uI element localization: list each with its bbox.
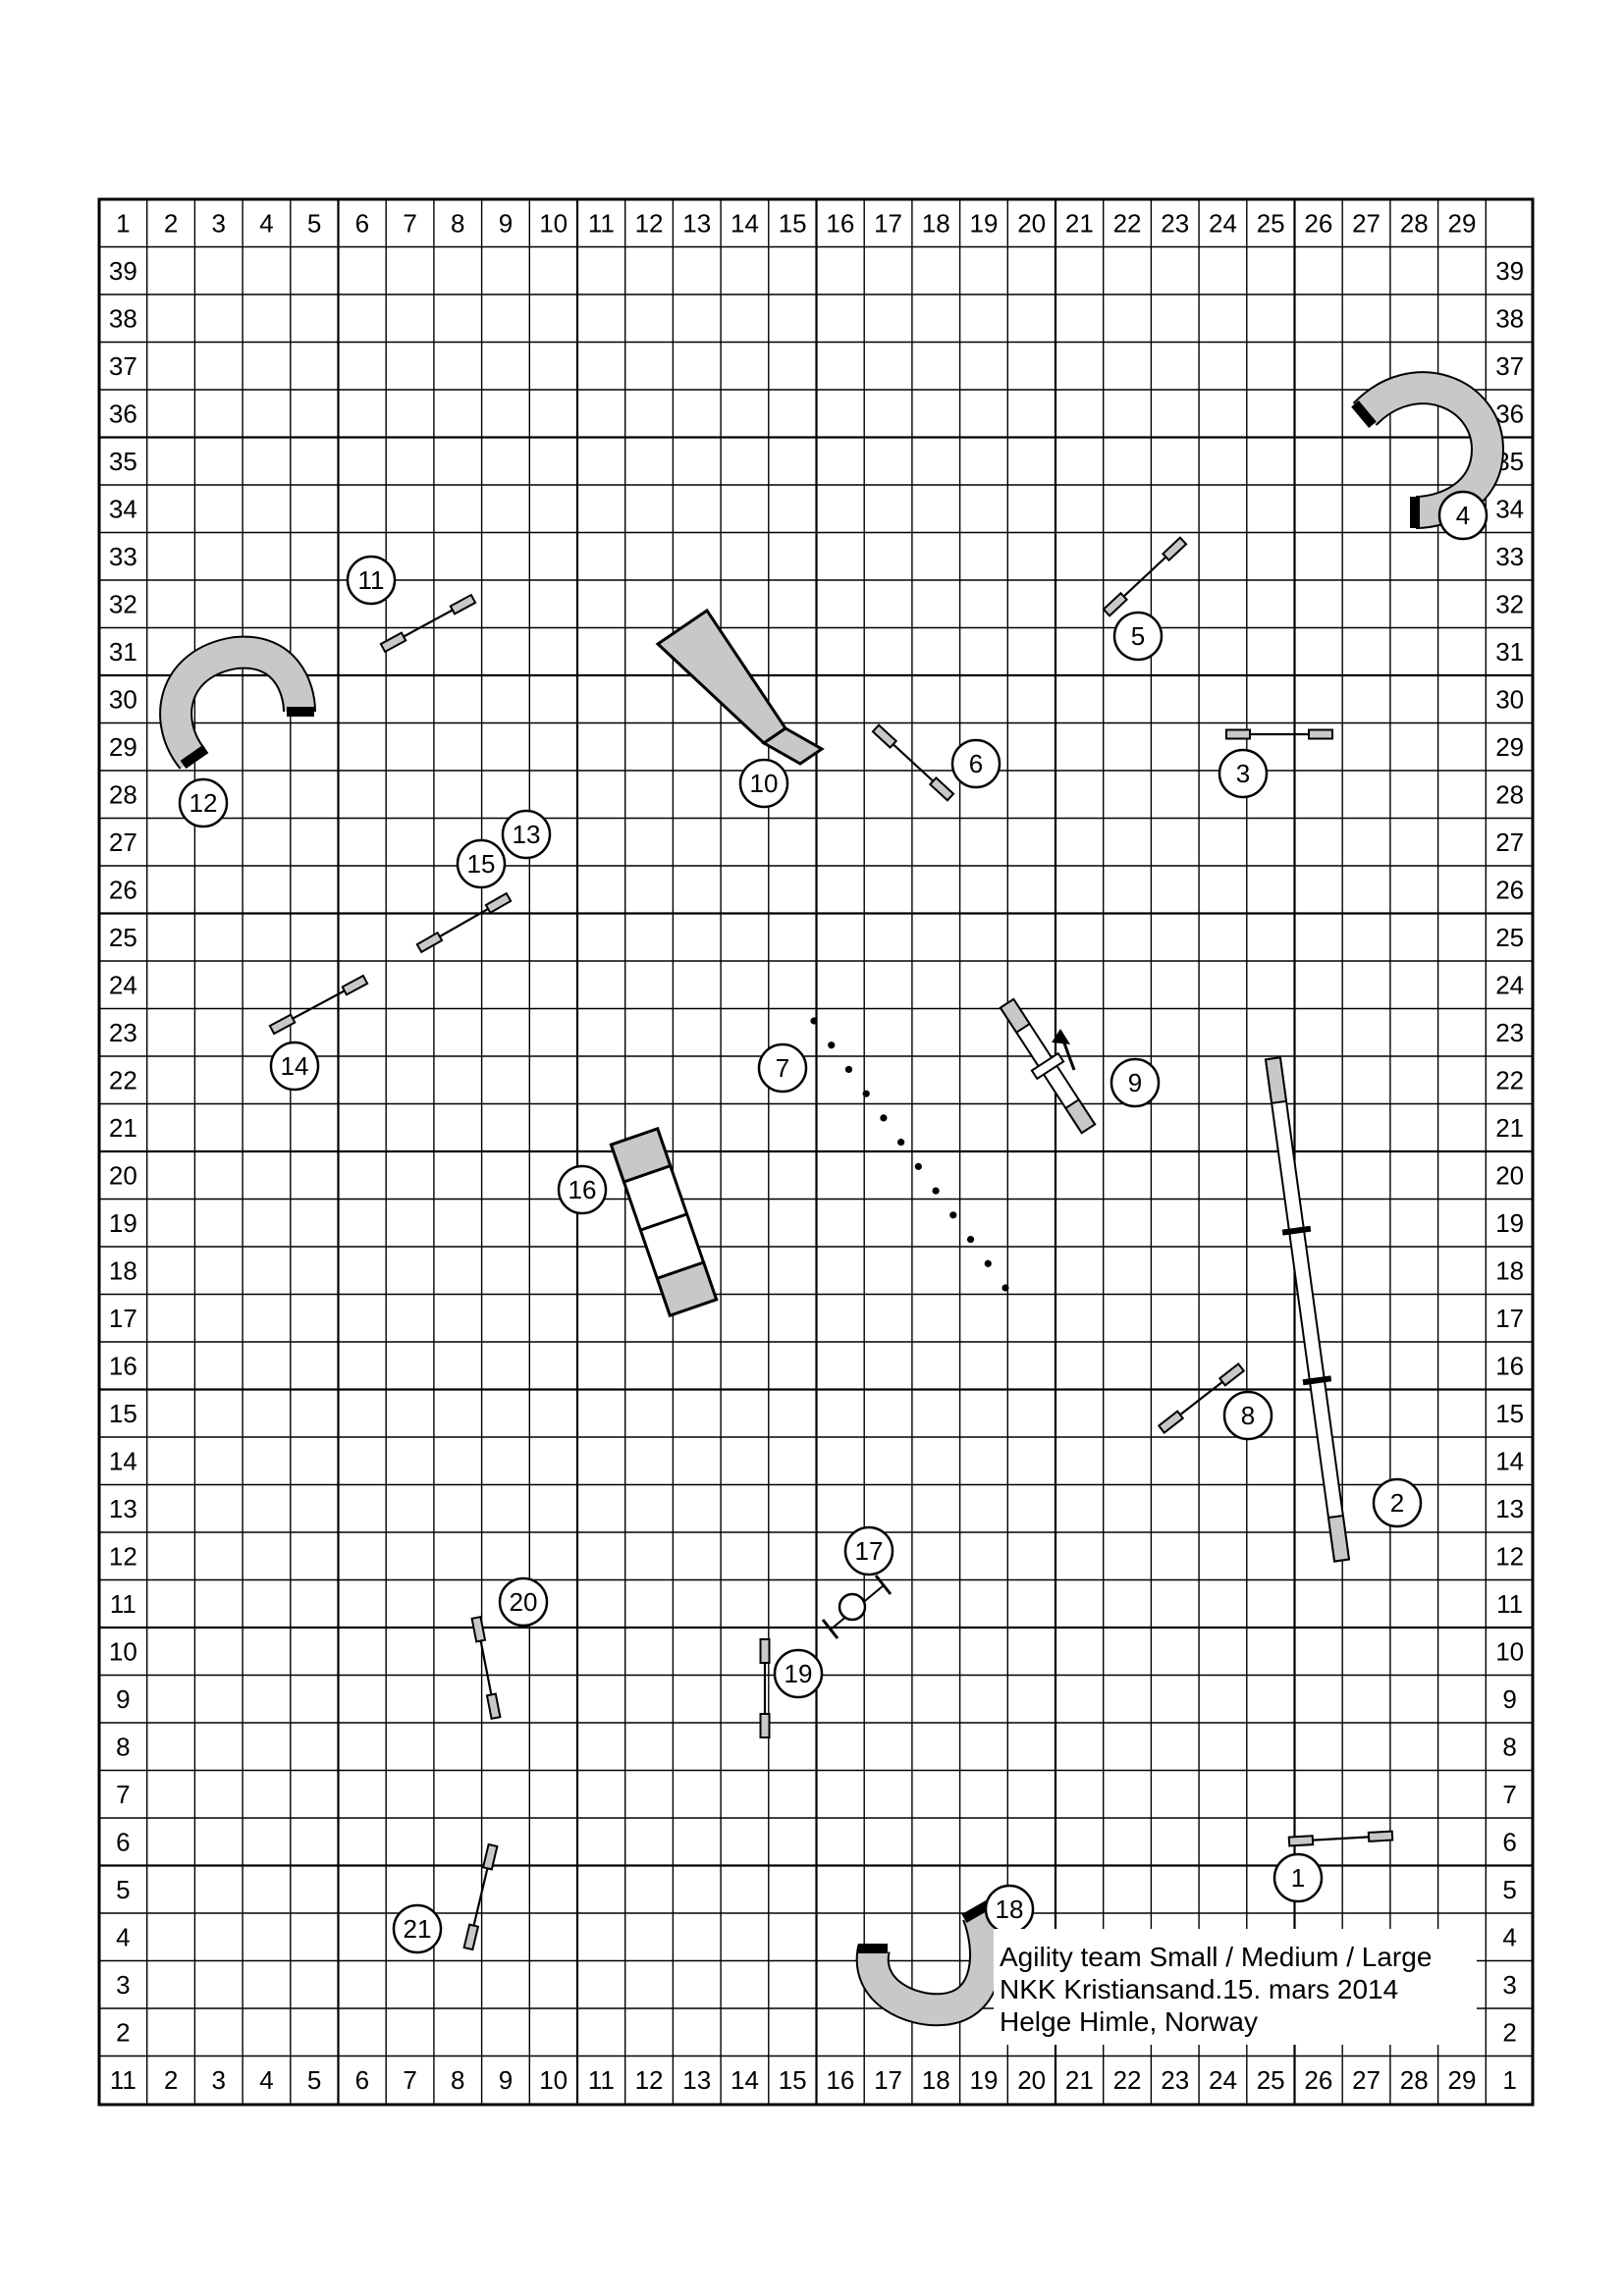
column-label-bottom: 8 [451,2064,465,2095]
jumps-layer [270,538,1392,1949]
column-label-top: 21 [1064,208,1094,239]
row-label-left: 30 [108,684,137,715]
row-label-left: 38 [108,303,137,334]
jump-3 [1226,730,1332,739]
column-label-top: 17 [874,208,903,239]
row-label-left: 34 [108,494,137,524]
title-line-2: NKK Kristiansand.15. mars 2014 [1000,1974,1399,2004]
marker-number: 1 [1290,1863,1306,1893]
jump-wing [1163,538,1186,561]
jump-14 [270,976,367,1034]
seesaw-9 [994,995,1102,1138]
row-label-left: 19 [108,1207,137,1238]
a-frame-16 [611,1129,716,1315]
marker-number: 9 [1127,1068,1143,1097]
jump-wing [343,976,367,994]
jump-wing [1369,1832,1392,1842]
row-label-left: 37 [108,350,137,381]
obstacle-marker-18 [986,1886,1033,1933]
weave-pole [897,1139,904,1146]
row-label-left: 10 [108,1636,137,1667]
title-block [994,1929,1477,2045]
column-label-bottom: 19 [969,2064,999,2095]
jump-wing [1289,1836,1313,1845]
row-label-right: 38 [1495,303,1525,334]
column-label-bottom: 29 [1447,2064,1477,2095]
column-label-bottom: 28 [1399,2064,1429,2095]
column-label-top: 7 [403,208,417,239]
column-label-bottom: 11 [587,2064,615,2095]
row-label-left: 3 [116,1969,131,2000]
tunnel-12 [176,653,314,770]
column-label-top: 22 [1112,208,1142,239]
chute-10 [658,611,822,764]
row-label-right: 4 [1502,1922,1517,1952]
row-label-left: 24 [108,970,137,1000]
jump-5 [1104,538,1186,616]
row-label-left: 12 [108,1541,137,1572]
column-label-bottom: 15 [778,2064,807,2095]
row-label-left: 39 [108,255,137,286]
row-label-right: 10 [1495,1636,1525,1667]
marker-number: 15 [466,849,496,879]
obstacle-marker-19 [775,1650,822,1697]
row-label-right: 11 [1496,1588,1524,1619]
column-label-top: 28 [1399,208,1429,239]
row-label-left: 36 [108,399,137,429]
row-label-left: 7 [116,1779,131,1809]
column-label-top: 16 [826,208,855,239]
obstacle-marker-3 [1219,750,1267,797]
column-label-top: 24 [1208,208,1237,239]
column-label-bottom: 3 [211,2064,226,2095]
row-label-right: 8 [1502,1732,1517,1762]
weave-pole [967,1236,974,1243]
row-label-right: 14 [1495,1446,1525,1476]
jump-wing [1159,1412,1182,1433]
jump-wing [486,893,511,913]
jump-1 [1289,1832,1393,1846]
row-label-right: 33 [1495,541,1525,571]
column-label-bottom: 13 [682,2064,712,2095]
weave-poles-7 [810,1017,1008,1291]
weave-pole [880,1114,887,1121]
column-label-top: 2 [163,208,179,239]
jump-6 [873,725,953,801]
marker-number: 8 [1240,1401,1256,1430]
marker-number: 4 [1455,501,1471,530]
jump-13-15 [417,893,511,952]
column-label-top: 9 [498,208,514,239]
column-label-top: 25 [1256,208,1285,239]
jump-wing [472,1617,485,1641]
obstacle-marker-4 [1439,492,1487,539]
jump-wing [1309,730,1332,739]
column-label-top: 26 [1304,208,1333,239]
row-label-left: 16 [108,1351,137,1381]
column-label-bottom: 24 [1208,2064,1237,2095]
row-label-left: 22 [108,1065,137,1095]
row-label-left: 18 [108,1255,137,1286]
column-label-bottom: 21 [1064,2064,1094,2095]
column-label-bottom: 23 [1161,2064,1190,2095]
obstacle-marker-21 [394,1905,441,1952]
column-label-bottom: 25 [1256,2064,1285,2095]
column-label-top: 20 [1017,208,1047,239]
obstacle-marker-17 [845,1527,893,1575]
row-label-right: 1 [1502,2064,1517,2095]
row-label-right: 28 [1495,779,1525,810]
obstacle-marker-11 [348,557,395,604]
row-label-right: 15 [1495,1398,1525,1428]
row-label-right: 19 [1495,1207,1525,1238]
marker-number: 10 [749,769,779,798]
row-label-left: 9 [116,1683,131,1714]
title-line-3: Helge Himle, Norway [1000,2006,1258,2037]
row-label-right: 39 [1495,255,1525,286]
title-line-1: Agility team Small / Medium / Large [1000,1942,1433,1972]
row-label-right: 30 [1495,684,1525,715]
obstacle-marker-16 [559,1166,606,1213]
jump-wing [873,725,896,748]
column-label-bottom: 7 [403,2064,417,2095]
jump-wing [487,1694,500,1719]
column-label-top: 3 [211,208,226,239]
row-label-left: 28 [108,779,137,810]
row-label-left: 14 [108,1446,137,1476]
row-label-right: 27 [1495,827,1525,857]
row-label-left: 35 [108,446,137,476]
column-label-top: 27 [1352,208,1381,239]
weave-pole [932,1187,939,1194]
obstacle-marker-14 [271,1042,318,1090]
row-label-right: 6 [1502,1827,1517,1857]
column-label-bottom: 4 [259,2064,274,2095]
marker-number: 14 [280,1051,309,1081]
row-label-right: 29 [1495,731,1525,762]
column-label-bottom: 16 [826,2064,855,2095]
column-label-top: 11 [587,208,615,239]
column-label-top: 15 [778,208,807,239]
marker-number: 16 [568,1175,597,1204]
row-label-right: 17 [1495,1303,1525,1333]
jump-wing [761,1714,770,1737]
row-label-right: 21 [1495,1112,1525,1143]
jump-wing [1226,730,1250,739]
column-label-top: 18 [921,208,950,239]
jump-wing [930,777,953,800]
column-label-bottom: 11 [109,2064,136,2095]
column-label-bottom: 6 [354,2064,370,2095]
row-label-right: 31 [1495,636,1525,667]
weave-pole [915,1163,922,1170]
jump-wing [451,595,475,614]
row-label-right: 26 [1495,875,1525,905]
weave-pole [810,1017,817,1024]
row-label-left: 11 [109,1588,136,1619]
row-label-left: 5 [116,1874,131,1904]
obstacle-marker-9 [1111,1059,1159,1106]
row-label-right: 7 [1502,1779,1517,1809]
column-label-top: 8 [451,208,465,239]
row-label-right: 2 [1502,2017,1517,2048]
jump-wing [1219,1363,1243,1385]
marker-number: 18 [995,1895,1024,1924]
column-label-bottom: 9 [498,2064,514,2095]
marker-number: 7 [775,1053,790,1083]
column-label-bottom: 17 [874,2064,903,2095]
column-label-top: 12 [634,208,664,239]
marker-number: 13 [512,820,541,849]
column-label-bottom: 22 [1112,2064,1142,2095]
obstacle-marker-7 [759,1044,806,1092]
row-label-right: 25 [1495,922,1525,952]
column-label-bottom: 5 [306,2064,322,2095]
column-label-bottom: 27 [1352,2064,1381,2095]
weave-pole [949,1211,956,1218]
marker-number: 17 [854,1536,884,1566]
marker-number: 2 [1389,1488,1405,1518]
jump-wing [381,633,406,652]
row-label-right: 20 [1495,1160,1525,1191]
row-label-left: 2 [116,2017,131,2048]
column-label-bottom: 20 [1017,2064,1047,2095]
obstacle-marker-5 [1114,613,1162,660]
obstacle-marker-15 [458,840,505,887]
marker-number: 6 [968,749,984,778]
marker-number: 11 [357,565,385,595]
obstacle-marker-20 [500,1578,547,1626]
marker-number: 19 [784,1659,813,1688]
row-label-left: 21 [108,1112,137,1143]
row-label-left: 31 [108,636,137,667]
column-label-top: 4 [259,208,274,239]
jump-wing [417,933,442,952]
column-label-top: 1 [116,208,131,239]
row-label-left: 33 [108,541,137,571]
column-label-top: 13 [682,208,712,239]
column-label-bottom: 10 [539,2064,568,2095]
row-label-left: 4 [116,1922,131,1952]
row-label-right: 23 [1495,1017,1525,1047]
column-label-bottom: 12 [634,2064,664,2095]
tunnel-18 [858,1899,992,2009]
row-label-left: 6 [116,1827,131,1857]
weave-pole [863,1091,870,1097]
row-label-right: 3 [1502,1969,1517,2000]
row-label-right: 9 [1502,1683,1517,1714]
marker-number: 20 [509,1587,538,1617]
row-label-left: 15 [108,1398,137,1428]
tyre-17 [823,1575,891,1638]
obstacle-marker-12 [180,779,227,827]
obstacle-marker-10 [740,760,787,807]
row-label-right: 22 [1495,1065,1525,1095]
column-label-bottom: 2 [163,2064,179,2095]
column-label-top: 23 [1161,208,1190,239]
jump-wing [761,1639,770,1663]
column-label-top: 14 [730,208,759,239]
column-label-bottom: 26 [1304,2064,1333,2095]
jump-11 [381,595,475,652]
marker-number: 21 [403,1914,432,1944]
obstacle-marker-1 [1274,1854,1322,1901]
column-label-top: 10 [539,208,568,239]
row-label-right: 5 [1502,1874,1517,1904]
column-label-top: 6 [354,208,370,239]
row-label-right: 12 [1495,1541,1525,1572]
grid [99,199,1533,2105]
obstacle-marker-2 [1374,1479,1421,1526]
row-label-right: 34 [1495,494,1525,524]
column-label-bottom: 14 [730,2064,759,2095]
marker-number: 5 [1130,621,1146,651]
row-label-right: 16 [1495,1351,1525,1381]
jump-21 [464,1844,498,1949]
row-label-left: 8 [116,1732,131,1762]
dog-walk-2 [1259,1056,1356,1562]
obstacle-marker-13 [503,811,550,858]
row-label-left: 23 [108,1017,137,1047]
row-label-right: 35 [1495,446,1525,476]
row-label-right: 32 [1495,589,1525,619]
column-label-bottom: 18 [921,2064,950,2095]
row-label-right: 24 [1495,970,1525,1000]
row-label-left: 27 [108,827,137,857]
weave-pole [1001,1284,1008,1291]
jump-wing [1104,593,1127,615]
row-label-right: 37 [1495,350,1525,381]
marker-number: 12 [189,788,218,818]
obstacle-marker-8 [1224,1392,1272,1439]
row-label-left: 26 [108,875,137,905]
row-label-right: 13 [1495,1493,1525,1523]
weave-pole [985,1260,992,1267]
column-label-top: 19 [969,208,999,239]
row-label-left: 13 [108,1493,137,1523]
weave-pole [828,1041,835,1048]
row-label-left: 32 [108,589,137,619]
row-label-right: 18 [1495,1255,1525,1286]
jump-20 [472,1617,501,1719]
row-label-left: 25 [108,922,137,952]
row-label-left: 20 [108,1160,137,1191]
row-label-left: 29 [108,731,137,762]
column-label-top: 5 [306,208,322,239]
marker-number: 3 [1235,759,1251,788]
weave-pole [845,1066,852,1073]
column-label-top: 29 [1447,208,1477,239]
jump-wing [464,1925,478,1949]
row-label-left: 17 [108,1303,137,1333]
obstacle-marker-6 [952,740,1000,787]
row-label-right: 36 [1495,399,1525,429]
